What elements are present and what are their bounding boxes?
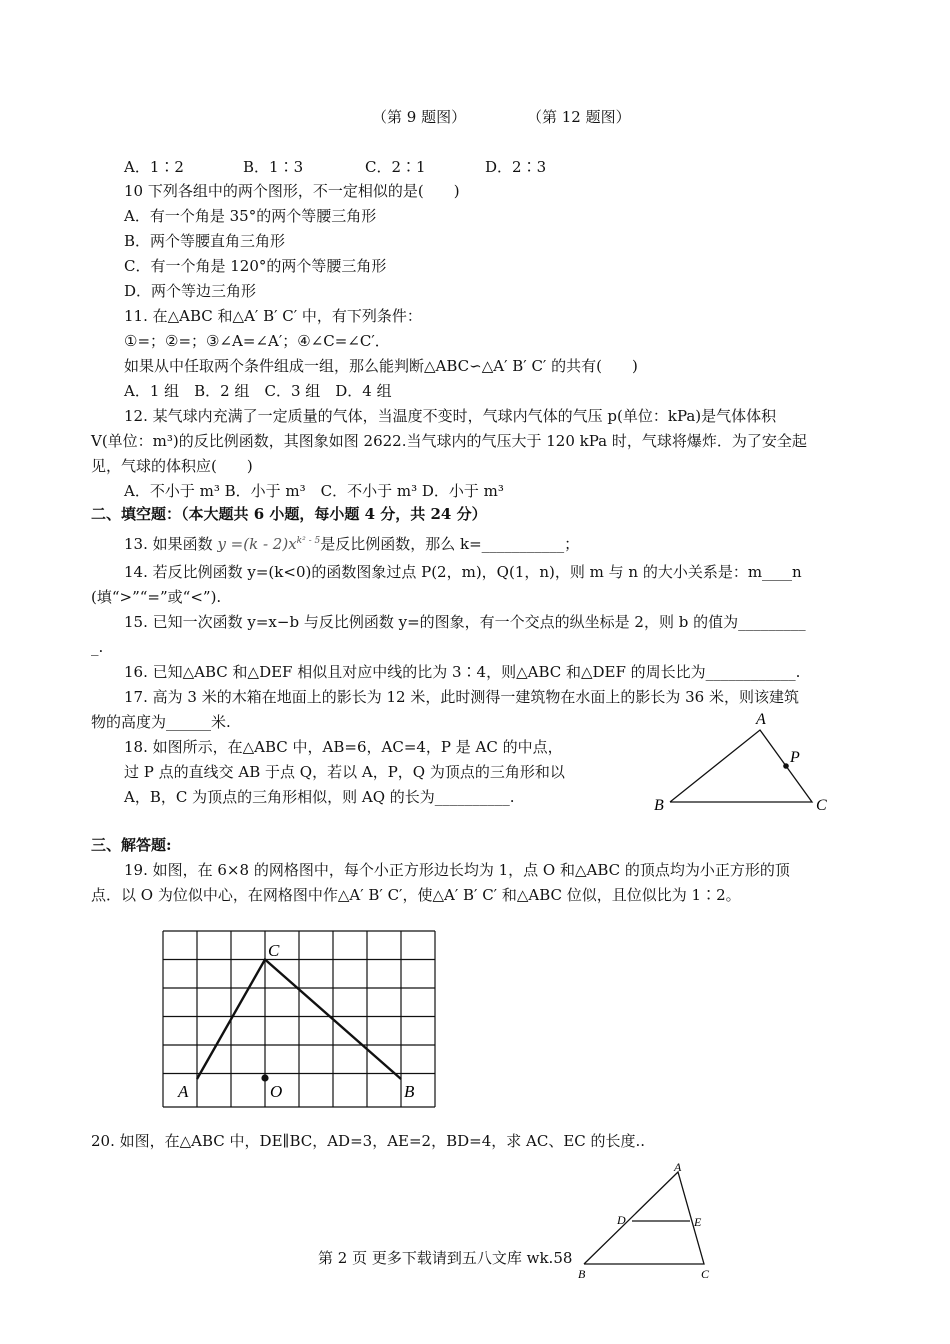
q20-triangle-figure [574, 1158, 714, 1284]
q10-option-d: D．两个等边三角形 [124, 282, 257, 300]
q12-line1: 12. 某气球内充满了一定质量的气体，当温度不变时，气球内气体的气压 p(单位：kPa)是气体体积 [124, 407, 777, 425]
fig9-caption: （第 9 题图） [372, 108, 467, 126]
q15-line2: _. [91, 638, 104, 656]
q10-stem: 10 下列各组中的两个图形，不一定相似的是( ) [124, 182, 460, 200]
q19-line2: 点．以 O 为位似中心，在网格图中作△A′ B′ C′，使△A′ B′ C′ 和△ABC 位似，且位似比为 1∶2。 [91, 886, 741, 904]
q13-exponent: k² - 5 [296, 536, 321, 546]
q19-label-b: B [404, 1082, 415, 1101]
q18-triangle-figure [640, 708, 840, 818]
q18-point-p [783, 763, 789, 769]
q20-triangle [584, 1172, 704, 1264]
q19-grid-figure [160, 928, 440, 1112]
q18-line1: 18. 如图所示，在△ABC 中，AB=6，AC=4，P 是 AC 的中点， [124, 738, 563, 756]
q16-line: 16. 已知△ABC 和△DEF 相似且对应中线的比为 3∶4，则△ABC 和△DEF 的周长比为____________. [124, 663, 801, 681]
q9-option-a: A．1∶2 [124, 158, 184, 176]
q12-line3: 见，气球的体积应( ) [91, 457, 253, 475]
q20-label-a: A [674, 1160, 682, 1174]
q18-label-a: A [756, 711, 766, 728]
q11-ask: 如果从中任取两个条件组成一组，那么能判断△ABC∽△A′ B′ C′ 的共有( ) [124, 357, 638, 375]
q14-line2: (填“>”“=”或“<”). [91, 588, 222, 606]
q20-label-b: B [578, 1267, 586, 1281]
q13-number: 13. [124, 535, 148, 553]
q10-option-b: B．两个等腰直角三角形 [124, 232, 286, 250]
q10-option-a: A．有一个角是 35°的两个等腰三角形 [124, 207, 377, 225]
q13-pre: 如果函数 [152, 535, 213, 553]
section-fill-in-heading: 二、填空题：（本大题共 6 小题，每小题 4 分，共 24 分） [91, 505, 487, 523]
q11-conditions: ①=；②=；③∠A=∠A′；④∠C=∠C′． [124, 332, 390, 350]
q20-label-e: E [694, 1215, 702, 1229]
q18-label-c: C [816, 797, 827, 814]
q17-line2: 物的高度为______米. [91, 713, 231, 731]
q13-line [124, 531, 579, 554]
q11-options: A．1 组 B．2 组 C．3 组 D．4 组 [124, 382, 392, 400]
page-footer: 第 2 页 更多下载请到五八文库 wk.58 [318, 1249, 573, 1267]
q18-label-p: P [790, 749, 800, 766]
q18-line3: A，B，C 为顶点的三角形相似，则 AQ 的长为__________. [124, 788, 515, 806]
q9-option-d: D．2∶3 [485, 158, 547, 176]
q10-option-c: C．有一个角是 120°的两个等腰三角形 [124, 257, 387, 275]
q19-point-o [261, 1074, 268, 1081]
q9-option-b: B．1∶3 [243, 158, 304, 176]
q19-line1: 19. 如图，在 6×8 的网格图中，每个小正方形边长均为 1，点 O 和△ABC 的顶点均为小正方形的顶 [124, 861, 790, 879]
q12-options: A．不小于 m³ B．小于 m³ C．不小于 m³ D．小于 m³ [124, 482, 504, 500]
q20-line: 20. 如图，在△ABC 中，DE∥BC，AD=3，AE=2，BD=4，求 AC、EC 的长度.. [91, 1132, 646, 1150]
q19-grid [163, 931, 435, 1107]
q18-label-b: B [654, 797, 664, 814]
q19-label-c: C [268, 941, 280, 960]
q14-line1: 14. 若反比例函数 y=(k<0)的函数图象过点 P(2，m)，Q(1，n)，则 m 与 n 的大小关系是：m____n [124, 563, 802, 581]
q12-line2: V(单位：m³)的反比例函数，其图象如图 2622.当气球内的气压大于 120 kPa 时，气球将爆炸．为了安全起 [91, 432, 807, 450]
section-solve-heading: 三、解答题: [91, 836, 172, 854]
q13-post: 是反比例函数，那么 k=___________； [320, 535, 580, 553]
q9-option-c: C．2∶1 [365, 158, 426, 176]
q17-line1: 17. 高为 3 米的木箱在地面上的影长为 12 米，此时测得一建筑物在水面上的影长为 36 米，则该建筑 [124, 688, 799, 706]
q19-label-o: O [270, 1082, 283, 1101]
q18-triangle [670, 730, 812, 802]
fig12-caption: （第 12 题图） [527, 108, 631, 126]
q20-label-c: C [701, 1267, 710, 1281]
q18-line2: 过 P 点的直线交 AB 于点 Q，若以 A，P，Q 为顶点的三角形和以 [124, 763, 565, 781]
q19-label-a: A [178, 1082, 189, 1101]
q13-formula: y =(k - 2)x [217, 535, 297, 553]
q15-line1: 15. 已知一次函数 y=x−b 与反比例函数 y=的图象，有一个交点的纵坐标是 2，则 b 的值为_________ [124, 613, 806, 631]
q20-label-d: D [617, 1213, 626, 1227]
q11-stem: 11. 在△ABC 和△A′ B′ C′ 中，有下列条件： [124, 307, 422, 325]
